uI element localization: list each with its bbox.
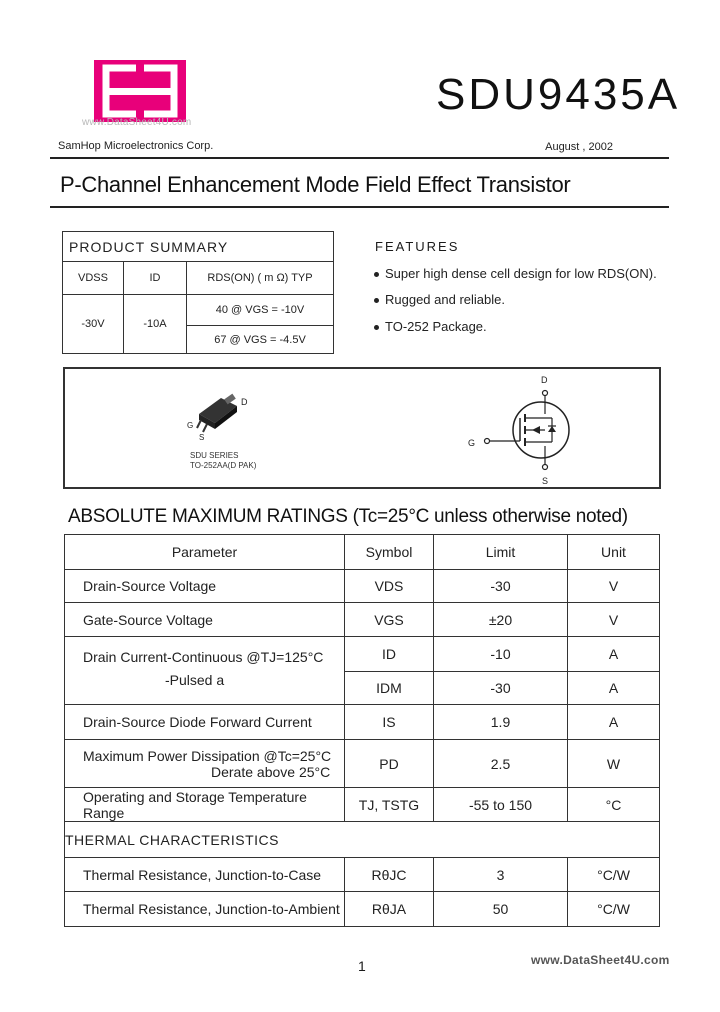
table-row: Drain Current-Continuous @TJ=125°C -Pulsed a ID -10 A	[65, 637, 660, 672]
table-row: Drain-Source Voltage VDS -30 V	[65, 570, 660, 603]
package-caption: SDU SERIES TO-252AA(D PAK)	[190, 451, 257, 470]
rds-value-2: 67 @ VGS = -4.5V	[187, 326, 334, 354]
page-number: 1	[358, 958, 366, 974]
product-summary-table	[62, 231, 334, 354]
watermark-footer: www.DataSheet4U.com	[531, 953, 670, 967]
col-rds: RDS(ON) ( m Ω) TYP	[187, 262, 334, 295]
divider	[50, 206, 669, 208]
feature-item: TO-252 Package.	[374, 319, 487, 334]
table-row: Gate-Source Voltage VGS ±20 V	[65, 603, 660, 637]
symbol-label-d: D	[541, 375, 548, 385]
table-row: Maximum Power Dissipation @Tc=25°C Derate above 25°C PD 2.5 W	[65, 740, 660, 788]
table-row: IDM -30 A	[65, 672, 660, 705]
date: August , 2002	[545, 141, 613, 153]
col-limit: Limit	[434, 535, 568, 570]
symbol-label-g: G	[468, 438, 476, 448]
watermark: www.DataSheet4U.com	[82, 117, 192, 128]
col-vdss: VDSS	[63, 262, 124, 295]
pin-label-g: G	[187, 421, 194, 430]
product-summary-heading: PRODUCT SUMMARY	[63, 232, 334, 262]
features-heading: FEATURES	[375, 239, 460, 254]
symbol-label-s: S	[542, 476, 549, 486]
feature-item: Rugged and reliable.	[374, 292, 505, 307]
feature-item: Super high dense cell design for low RDS(ON).	[374, 266, 657, 281]
table-row: Operating and Storage Temperature Range TJ, TSTG -55 to 150 °C	[65, 788, 660, 822]
table-row: Thermal Resistance, Junction-to-Ambient RθJA 50 °C/W	[65, 892, 660, 927]
table-row: Drain-Source Diode Forward Current IS 1.9 A	[65, 705, 660, 740]
drain-current-cell: Drain Current-Continuous @TJ=125°C -Pulsed a	[65, 637, 345, 705]
samhop-logo	[94, 60, 186, 122]
abs-max-table	[64, 534, 660, 927]
col-unit: Unit	[568, 535, 660, 570]
id-value: -10A	[124, 295, 187, 354]
rds-value-1: 40 @ VGS = -10V	[187, 295, 334, 326]
pin-label-s: S	[199, 433, 205, 442]
col-symbol: Symbol	[345, 535, 434, 570]
pin-label-d: D	[241, 397, 248, 407]
power-dissipation-cell: Maximum Power Dissipation @Tc=25°C Derate above 25°C	[65, 740, 345, 788]
divider	[50, 157, 669, 159]
col-parameter: Parameter	[65, 535, 345, 570]
package-drawing	[185, 390, 260, 450]
company-name: SamHop Microelectronics Corp.	[58, 140, 214, 152]
thermal-heading: THERMAL CHARACTERISTICS	[65, 822, 660, 858]
col-id: ID	[124, 262, 187, 295]
mosfet-symbol	[470, 372, 580, 486]
abs-max-heading: ABSOLUTE MAXIMUM RATINGS (Tc=25°C unless otherwise noted)	[68, 506, 628, 527]
vdss-value: -30V	[63, 295, 124, 354]
page-title: P-Channel Enhancement Mode Field Effect Transistor	[60, 172, 571, 197]
table-row: Thermal Resistance, Junction-to-Case RθJC 3 °C/W	[65, 858, 660, 892]
part-number: SDU9435A	[436, 70, 681, 119]
